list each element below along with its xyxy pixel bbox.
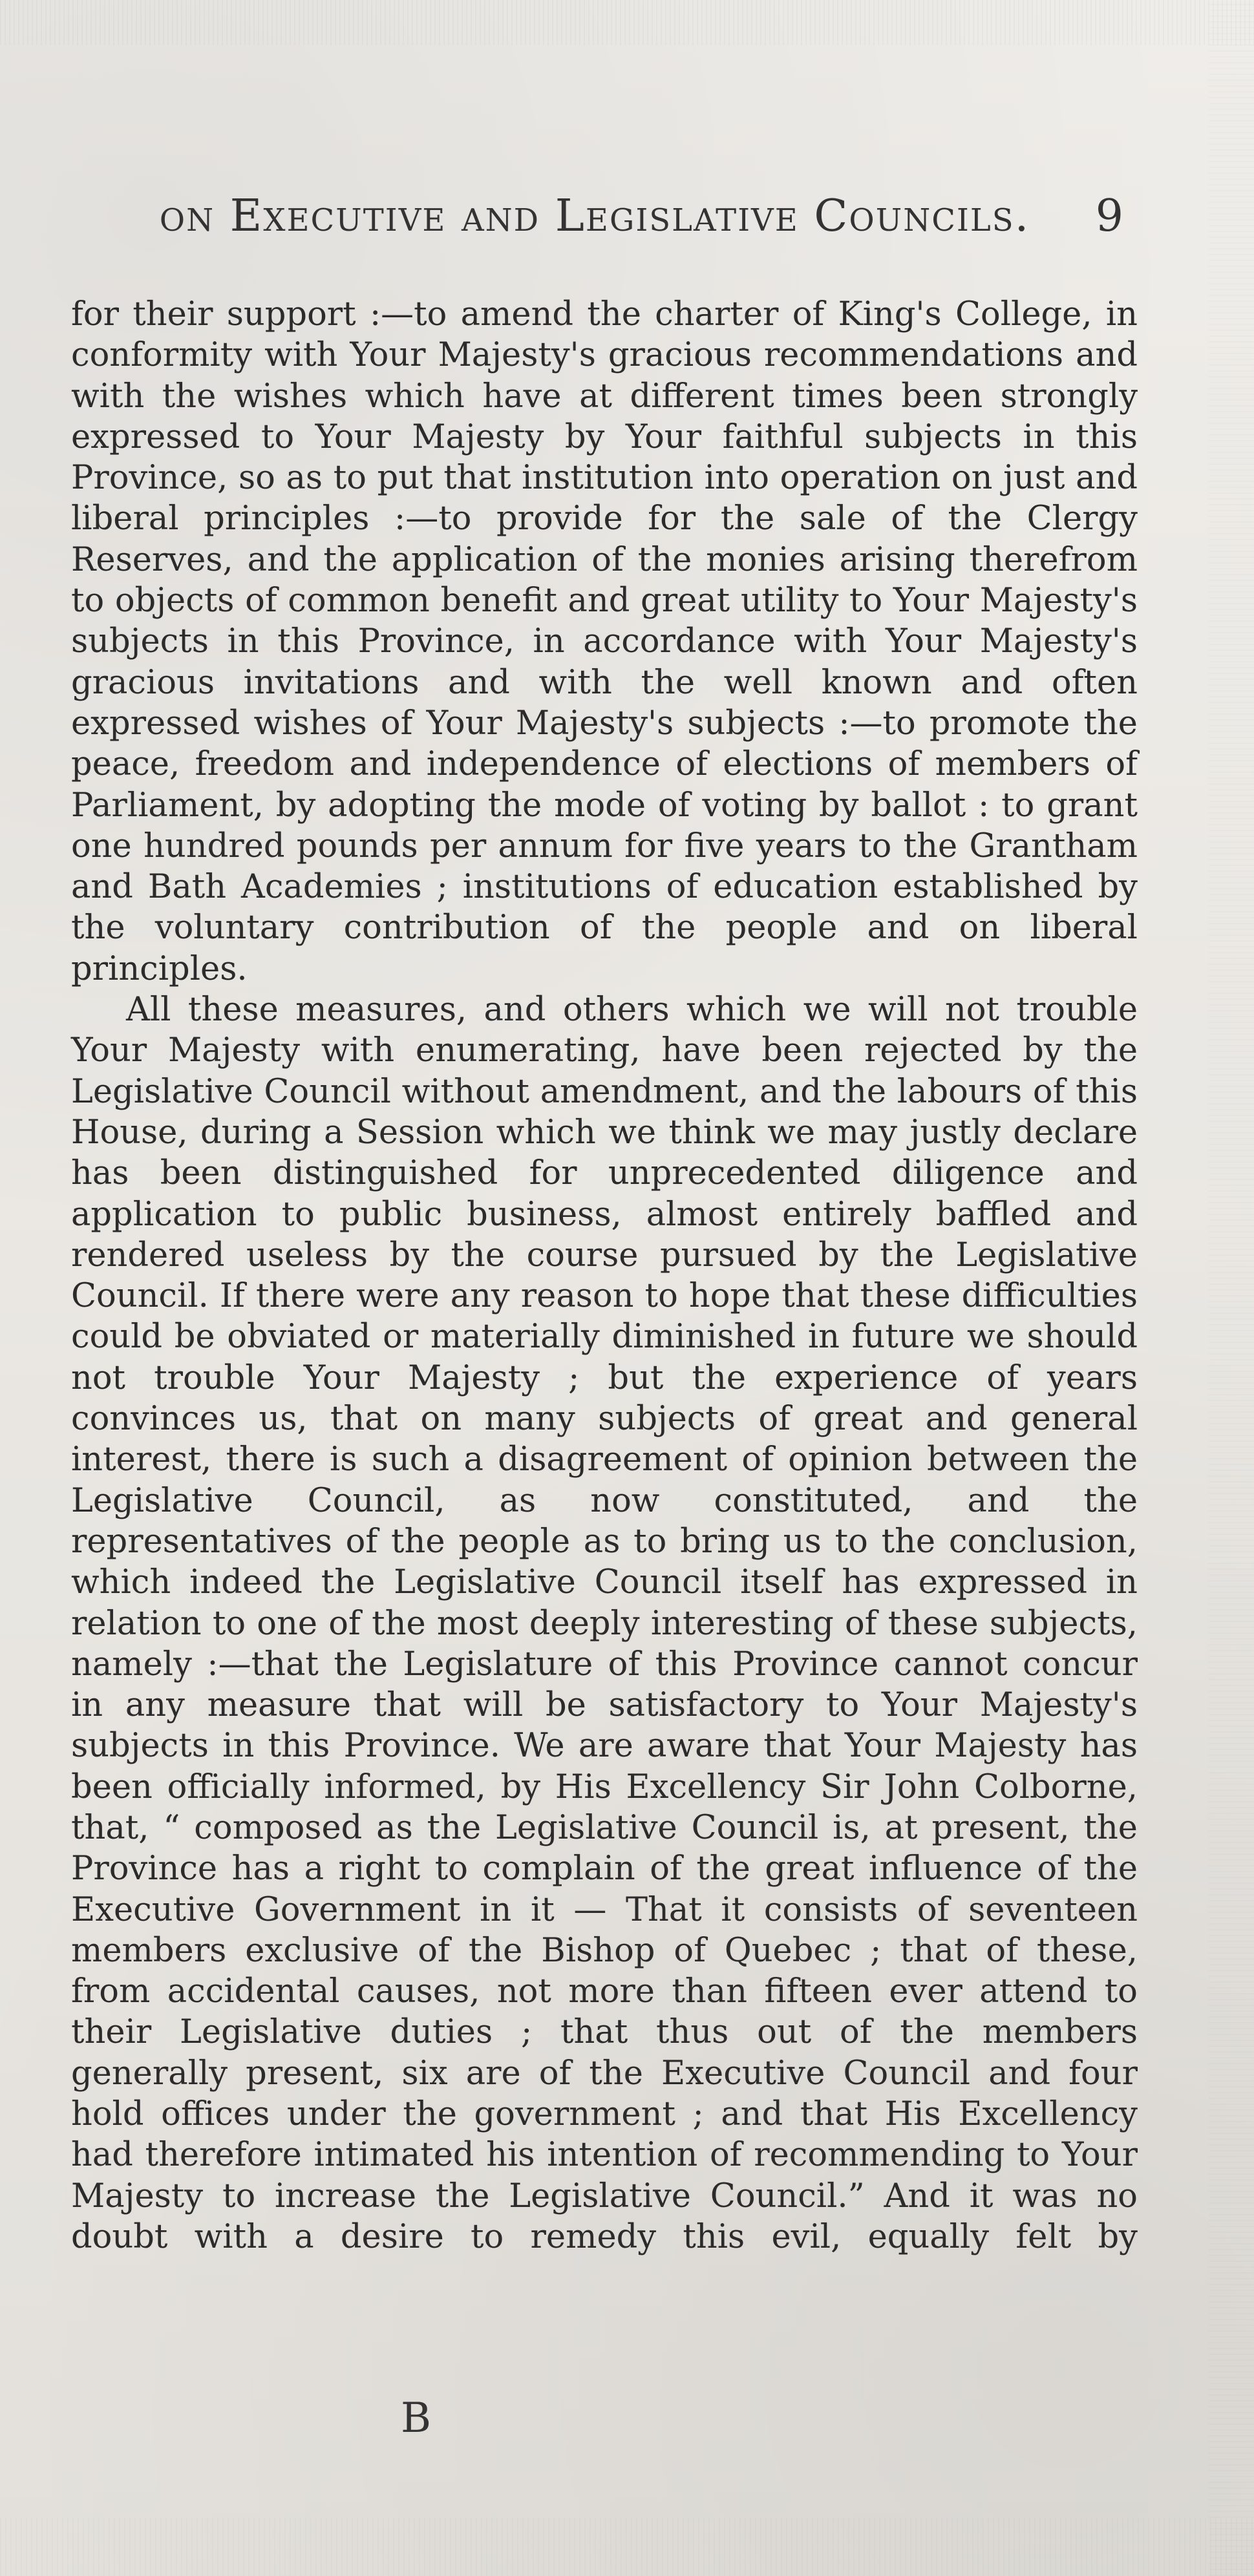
page-edge-texture-bottom <box>0 2518 1254 2576</box>
paragraph: All these measures, and others which we will not trouble Your Majesty with enumerating, have been rejected by the Legislative Council without amendment, and the labours of this House, during a Session which we think we may justly declare has been distinguished for unprecedented diligence and application to public business, almost entirely baffled and rendered useless by the course pursued by the Legislative Council. If there were any reason to hope that these difficulties could be obviated or materially diminished in future we should not trouble Your Majesty ; but the experience of years convinces us, that on many subjects of great and general interest, there is such a disagreement of opinion between the Legislative Council, as now constituted, and the representatives of the people as to bring us to the conclusion, which indeed the Legislative Council itself has expressed in relation to one of the most deeply interesting of these subjects, namely :—that the Legislature of this Province cannot concur in any measure that will be satisfactory to Your Majesty's subjects in this Province. We are aware that Your Majesty has been officially informed, by His Excellency Sir John Colborne, that, “ composed as the Legislative Council is, at present, the Province has a right to complain of the great influence of the Executive Government in it — That it consists of seventeen members exclusive of the Bishop of Quebec ; that of these, from accidental causes, not more than fifteen ever attend to their Legislative duties ; that thus out of the members generally present, six are of the Executive Council and four hold offices under the government ; and that His Excellency had therefore intimated his intention of recommending to Your Majesty to increase the Legislative Council.” And it was no doubt with a desire to remedy this evil, equally felt by <box>71 991 1138 2256</box>
page-number: 9 <box>1095 191 1125 242</box>
running-head <box>142 191 1125 249</box>
page-edge-texture-top <box>0 0 1254 45</box>
running-head-title: on Executive and Legislative Councils. <box>159 191 1030 242</box>
body-text <box>71 294 1138 2257</box>
paragraph: for their support :—to amend the charter of King's College, in conformity with Your Majesty's gracious recommendations and with the wishes which have at different times been strongly expressed to Your Majesty by Your faithful subjects in this Province, so as to put that institution into operation on just and liberal principles :—to provide for the sale of the Clergy Reserves, and the application of the monies arising therefrom to objects of common benefit and great utility to Your Majesty's subjects in this Province, in accordance with Your Majesty's gracious invitations and with the well known and often expressed wishes of Your Majesty's subjects :—to promote the peace, freedom and independence of elections of members of Parliament, by adopting the mode of voting by ballot : to grant one hundred pounds per annum for five years to the Grantham and Bath Academies ; institutions of education established by the voluntary contribution of the people and on liberal principles. <box>71 295 1138 988</box>
signature-mark: B <box>401 2394 432 2442</box>
page-edge-texture-right <box>1209 0 1254 2576</box>
